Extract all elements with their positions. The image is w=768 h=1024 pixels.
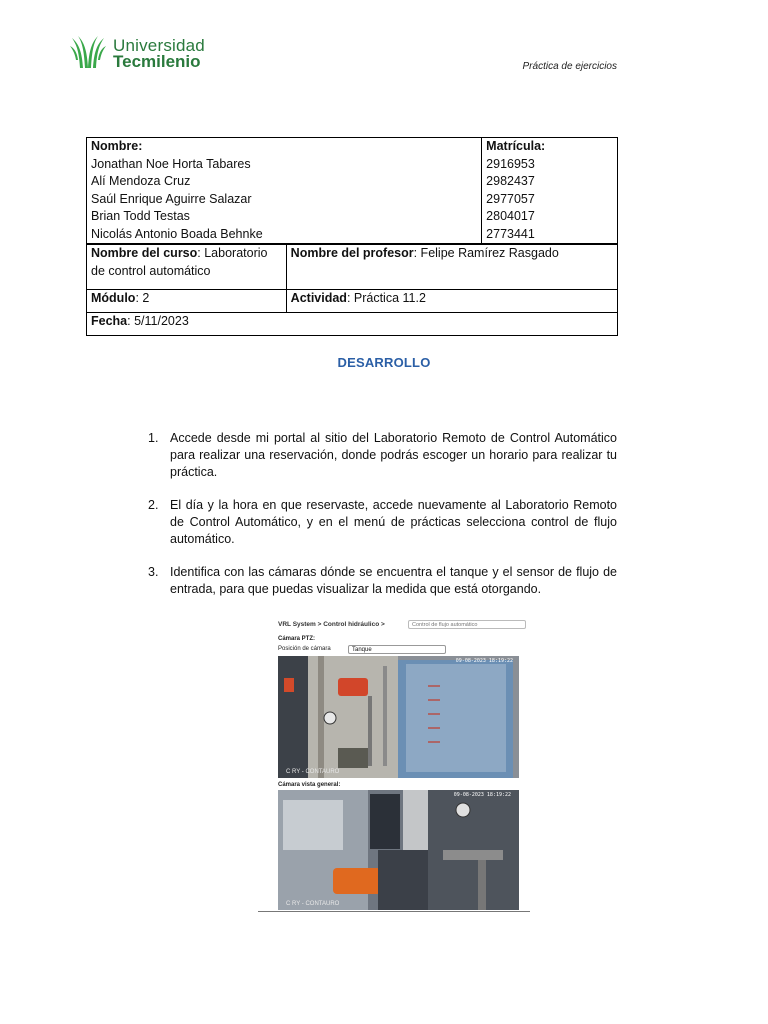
step-text: Identifica con las cámaras dónde se encuentra el tanque y el sensor de flujo de entrada, para que puedas visualizar la medida que está otorgando. <box>170 565 617 596</box>
step-number: 2. <box>148 498 159 512</box>
student-name: Brian Todd Testas <box>91 209 190 223</box>
activity-cell <box>286 290 617 313</box>
tecmilenio-logo-icon <box>68 32 108 72</box>
camera-watermark: C RY - CONTAURO <box>286 901 340 907</box>
student-name: Alí Mendoza Cruz <box>91 174 191 188</box>
camera-ptz-view <box>278 656 519 778</box>
camera-timestamp: 09-08-2023 18:19:22 <box>455 658 513 664</box>
step-item <box>148 564 617 598</box>
camera-watermark: C RY - CONTAURO <box>286 769 340 775</box>
university-logo <box>68 32 228 74</box>
camera-general-label: Cámara vista general: <box>278 782 341 788</box>
camera-general-view <box>278 790 519 910</box>
figure-divider <box>258 911 530 912</box>
student-info-table <box>86 137 618 336</box>
actividad-label: Actividad <box>290 291 347 305</box>
profesor-label: Nombre del profesor <box>290 246 414 260</box>
step-text: El día y la hora en que reservaste, accede nuevamente al Laboratorio Remoto de Control Automático, y en el menú de prácticas selecciona control de flujo automático. <box>170 498 617 546</box>
document-type: Práctica de ejercicios <box>522 61 617 72</box>
step-number: 3. <box>148 565 159 579</box>
student-id: 2916953 <box>486 156 535 171</box>
modulo-label: Módulo <box>91 291 136 305</box>
module-row <box>87 290 618 313</box>
section-title: DESARROLLO <box>337 355 431 370</box>
breadcrumb: VRL System > Control hidráulico > <box>278 621 385 628</box>
camera-ptz-label: Cámara PTZ: <box>278 636 316 642</box>
matricula-label: Matrícula: <box>486 139 546 153</box>
curso-label: Nombre del curso <box>91 246 198 260</box>
names-cell <box>87 138 482 245</box>
step-text: Accede desde mi portal al sitio del Laboratorio Remoto de Control Automático para realizar una reservación, donde podrás escoger un horario para realizar tu práctica. <box>170 431 617 479</box>
profesor-value: : Felipe Ramírez Rasgado <box>413 246 559 260</box>
steps-list <box>148 430 617 614</box>
course-row <box>87 244 618 290</box>
names-row <box>87 138 618 245</box>
date-row <box>87 313 618 336</box>
student-name: Saúl Enrique Aguirre Salazar <box>91 191 252 206</box>
student-id: 2977057 <box>486 191 535 206</box>
step-number: 1. <box>148 431 159 445</box>
module-cell <box>87 290 287 313</box>
lab-screenshot-figure <box>258 618 530 912</box>
modulo-value: : 2 <box>135 291 150 305</box>
step-item <box>148 497 617 548</box>
fecha-value: : 5/11/2023 <box>127 314 189 328</box>
camera-timestamp: 09-08-2023 18:19:22 <box>453 792 511 798</box>
fecha-label: Fecha <box>91 314 128 328</box>
practice-select[interactable]: Control de flujo automático <box>408 620 526 629</box>
matricula-cell <box>482 138 618 245</box>
camera-ptz-image <box>278 656 519 778</box>
student-name: Jonathan Noe Horta Tabares <box>91 156 251 171</box>
professor-cell <box>286 244 617 290</box>
position-select[interactable]: Tanque <box>348 645 446 654</box>
student-id: 2773441 <box>486 226 535 241</box>
student-id: 2804017 <box>486 209 535 223</box>
camera-general-image <box>278 790 519 910</box>
logo-line2: Tecmilenio <box>113 52 201 71</box>
date-cell <box>87 313 618 336</box>
step-item <box>148 430 617 481</box>
curso-value: : Laboratorio de control automático <box>91 246 268 278</box>
course-cell <box>87 244 287 290</box>
nombre-label: Nombre: <box>91 139 143 153</box>
actividad-value: : Práctica 11.2 <box>346 291 426 305</box>
logo-line1: Universidad <box>113 36 205 55</box>
student-name: Nicolás Antonio Boada Behnke <box>91 226 263 241</box>
student-id: 2982437 <box>486 174 535 188</box>
position-label: Posición de cámara <box>278 646 331 652</box>
